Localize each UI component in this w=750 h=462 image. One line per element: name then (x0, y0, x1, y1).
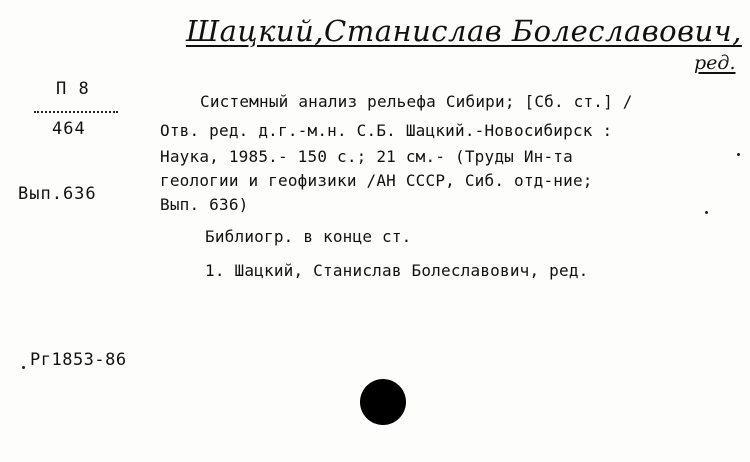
shelfmark-series-issue: Вып.636 (18, 184, 97, 204)
responsibility-line: Отв. ред. д.г.-м.н. С.Б. Шацкий.-Новосибирск : (160, 121, 613, 140)
handwritten-heading-role: ред. (694, 52, 736, 74)
added-entry: 1. Шацкий, Станислав Болеславович, ред. (205, 261, 589, 280)
shelfmark-class: П 8 (56, 79, 90, 99)
ink-speck (22, 366, 25, 369)
ink-speck (705, 211, 708, 214)
shelfmark-number: 464 (52, 119, 86, 139)
title-line: Системный анализ рельефа Сибири; [Сб. ст.] / (200, 92, 633, 111)
shelfmark-divider (34, 111, 118, 113)
ink-speck (737, 153, 740, 156)
punch-hole (360, 379, 406, 425)
bibliography-note: Библиогр. в конце ст. (205, 227, 412, 246)
handwritten-heading-author: Шацкий,Станислав Болеславович, (186, 14, 742, 48)
series-issue-line: Вып. 636) (160, 195, 249, 214)
publication-line: Наука, 1985.- 150 с.; 21 см.- (Труды Ин-та (160, 147, 573, 166)
series-line: геологии и геофизики /АН СССР, Сиб. отд-ние; (160, 171, 593, 190)
accession-number: Рг1853-86 (30, 350, 127, 370)
